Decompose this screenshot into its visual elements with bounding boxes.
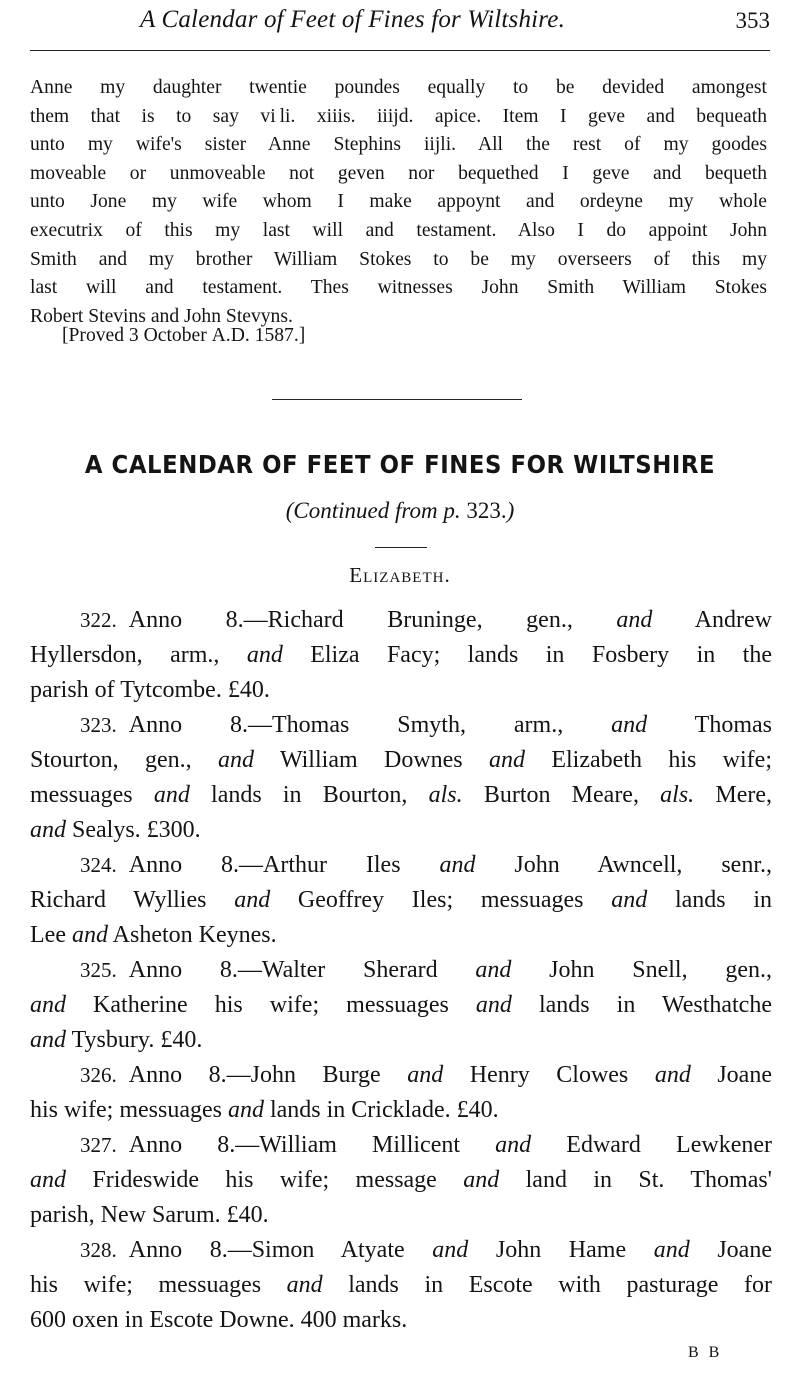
fine-entry-line <box>30 1093 772 1128</box>
fines-entries <box>30 603 772 1338</box>
fine-entry <box>30 708 772 848</box>
continued-prefix: (Continued from p. <box>285 498 467 523</box>
fine-entry-text: Anno 8.—Richard Bruninge, gen., and Andrew <box>128 607 773 633</box>
proved-note <box>62 322 305 350</box>
fine-entry-line <box>30 953 772 988</box>
fine-entry-line <box>30 848 772 883</box>
fine-entry-line <box>30 638 772 673</box>
will-line: executrix of this my last will and testament. Also I do appoint John <box>30 219 767 241</box>
continued-page: 323. <box>466 498 507 523</box>
fine-entry-text: Richard Wyllies and Geoffrey Iles; messuages and lands in <box>30 887 772 913</box>
fine-entry-line <box>30 1023 772 1058</box>
fine-entry <box>30 1058 772 1128</box>
fine-entry-line <box>30 918 772 953</box>
fine-entry-text: Hyllersdon, arm., and Eliza Facy; lands in Fosbery in the <box>30 642 772 668</box>
fine-entry-text: parish of Tytcombe. £40. <box>30 677 270 703</box>
fine-entry-number: 327. <box>80 1133 117 1157</box>
fine-entry <box>30 1128 772 1233</box>
fine-entry-line <box>30 1163 772 1198</box>
fine-entry-line <box>30 743 772 778</box>
fine-entry-text: Anno 8.—Simon Atyate and John Hame and Joane <box>128 1237 772 1263</box>
fine-entry-text: Anno 8.—John Burge and Henry Clowes and Joane <box>128 1062 772 1088</box>
proved-era: A.D. <box>211 325 250 346</box>
fine-entry-line <box>30 708 772 743</box>
fine-entry-text: 600 oxen in Escote Downe. 400 marks. <box>30 1307 408 1333</box>
fine-entry-text: Anno 8.—Arthur Iles and John Awncell, senr., <box>128 852 772 878</box>
fine-entry-line <box>30 1128 772 1163</box>
fine-entry-text: messuages and lands in Bourton, als. Burton Meare, als. Mere, <box>30 782 772 808</box>
fine-entry <box>30 603 772 708</box>
fine-entry-number: 325. <box>80 958 117 982</box>
fine-entry-text: his wife; messuages and lands in Escote with pasturage for <box>30 1272 772 1298</box>
will-line: them that is to say vi li. xiiis. iiijd. apice. Item I geve and bequeath <box>30 105 767 127</box>
header-rule <box>30 50 770 51</box>
fine-entry-text: and Sealys. £300. <box>30 817 201 843</box>
fine-entry-line <box>30 1268 772 1303</box>
running-head <box>30 4 770 40</box>
fine-entry <box>30 1233 772 1338</box>
fine-entry-text: Anno 8.—William Millicent and Edward Lewkener <box>128 1132 773 1158</box>
proved-suffix: 1587.] <box>249 325 306 346</box>
continued-note <box>0 498 800 524</box>
reign-heading: Elizabeth. <box>349 563 451 587</box>
fine-entry <box>30 848 772 953</box>
fine-entry-text: Anno 8.—Walter Sherard and John Snell, gen., <box>128 957 772 983</box>
fine-entry-line <box>30 1198 772 1233</box>
fine-entry-line <box>30 1303 772 1338</box>
fine-entry-line <box>30 778 772 813</box>
fine-entry-number: 326. <box>80 1063 117 1087</box>
fine-entry-text: and Frideswide his wife; message and land in St. Thomas' <box>30 1167 773 1193</box>
short-rule <box>375 547 427 548</box>
fine-entry-text: parish, New Sarum. £40. <box>30 1202 269 1228</box>
fine-entry-number: 328. <box>80 1238 117 1262</box>
fine-entry-text: and Tysbury. £40. <box>30 1027 203 1053</box>
fine-entry-line <box>30 1058 772 1093</box>
fine-entry-number: 324. <box>80 853 117 877</box>
will-line: unto Jone my wife whom I make appoynt and ordeyne my whole <box>30 191 767 213</box>
fine-entry-line <box>30 988 772 1023</box>
fine-entry-text: Anno 8.—Thomas Smyth, arm., and Thomas <box>128 712 772 738</box>
will-text-paragraph <box>30 74 767 331</box>
will-line: Anne my daughter twentie poundes equally to be devided amongest <box>30 77 767 98</box>
fine-entry-text: and Katherine his wife; messuages and lands in Westhatche <box>30 992 772 1018</box>
fine-entry-line <box>30 673 772 708</box>
section-heading: A CALENDAR OF FEET OF FINES FOR WILTSHIRE <box>84 450 716 479</box>
fine-entry-text: Lee and Asheton Keynes. <box>30 922 277 948</box>
signature-mark: B B <box>688 1344 723 1361</box>
running-title: A Calendar of Feet of Fines for Wiltshire. <box>140 6 566 33</box>
proved-prefix: [Proved 3 October <box>62 325 212 346</box>
continued-suffix: ) <box>506 498 515 523</box>
page-number: 353 <box>735 8 770 33</box>
fine-entry <box>30 953 772 1058</box>
fine-entry-number: 322. <box>80 608 117 632</box>
fine-entry-line <box>30 883 772 918</box>
will-line: last will and testament. Thes witnesses John Smith William Stokes <box>30 277 767 299</box>
fine-entry-text: Stourton, gen., and William Downes and Elizabeth his wife; <box>30 747 772 773</box>
will-line: Smith and my brother William Stokes to be my overseers of this my <box>30 248 767 270</box>
will-line: moveable or unmoveable not geven nor bequethed I geve and bequeth <box>30 162 767 184</box>
will-line: Robert Stevins and John Stevyns. <box>30 305 293 327</box>
will-line: unto my wife's sister Anne Stephins iijli. All the rest of my goodes <box>30 134 767 156</box>
section-divider-rule <box>272 399 522 400</box>
fine-entry-line <box>30 813 772 848</box>
fine-entry-line <box>30 603 772 638</box>
fine-entry-line <box>30 1233 772 1268</box>
fine-entry-text: his wife; messuages and lands in Cricklade. £40. <box>30 1097 499 1123</box>
fine-entry-number: 323. <box>80 713 117 737</box>
